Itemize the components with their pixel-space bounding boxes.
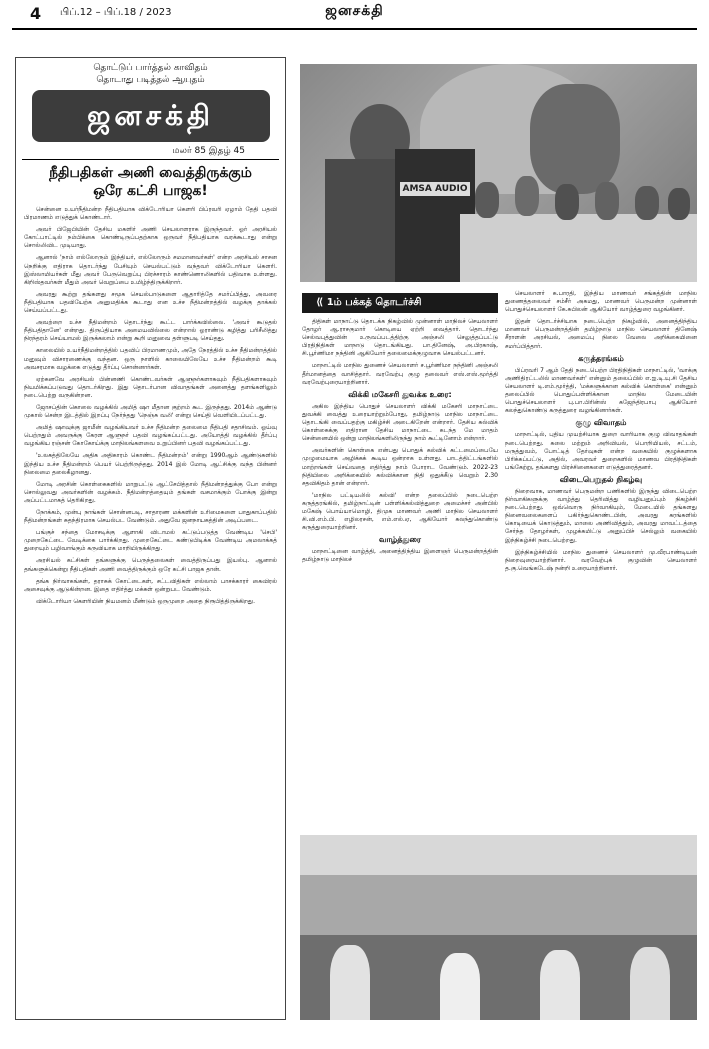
subheading-seminar: கருத்தரங்கம்: [578, 353, 624, 363]
editorial-paragraph: பங்குச் சந்தை மோசடிக்கு ஆளாகி விடாமல் கட்டுப்படுத்த வேண்டிய 'செபி' முறைகேட்டை வேடிக்கை பார்க்கிறது. முறைகேட்டை கண்டுபிடிக்க வேண்டிய அமலாக்கத் துறையும் பழிவாங்கும் கருவியாக மாறியிருக்கிறது.: [24, 529, 277, 553]
speaker-photo: [300, 64, 697, 282]
issue-date: பிப்.12 – பிப்.18 / 2023: [60, 7, 172, 18]
editorial-paragraph: ஆனால் 'நாம் எல்லோரும் இந்தியர், எல்லோரும் சமமானவர்கள்' என்ற அரசியல் சாசன நெறிக்கு எதிராக தொடர்ந்து பேசியும் செயல்பட்டும் வந்தவர் விக்டோரியா கௌரி. இஸ்லாமியர்கள் மீது அவர் பேருவெறுப்பு பிரச்சாரம் காண்ணொலிகளில் பதிவாக உள்ளது. கிறிஸ்தவர்கள் மீதும் அவர் வெறுப்பை உமிழ்ந்திருக்கிறார்.: [24, 254, 277, 286]
editorial-paragraph: மோடி அரசின் கொள்கைகளில் மாறுபட்டு ஆட்சேபித்தால் நீதிமன்றத்துக்கு போ என்று சொல்லுவது அவர்களின் வழக்கம். நீதிமன்றத்தையும் தங்கள் வசமாக்கும் போக்கு இன்று அப்பட்டமாகத் தெரிகிறது.: [24, 480, 277, 504]
article-paragraph: அவர்களின் கொள்கை என்பது பொதுக் கல்விக் கட்டமைப்பையே முழுமையாக அழிக்கக் கூடிய ஒன்றாக உள்ளது. பாடத்திட்டங்களில் மாற்றங்கள் செய்வதை எதிர்த்து நாம் போராட வேண்டும். 2022-23 நிதியிலை அறிக்கையில் கல்விக்கான நிதி ஒதுக்கீடு வெறும் 2.30 சதவிகிதம் தான் என்றார்.: [302, 447, 498, 487]
seated-person: [475, 182, 499, 218]
article-paragraph: பிப்ரவரி 7 ஆம் தேதி நடைபெற்ற பிரதிநிதிகள் மாநாட்டில், 'வாக்கு அணிதிரட்டலில் மாணவர்கள்' என்னும் தலைப்பில் எ.ஐ.டி.யு.சி தேசிய செயலாளர் டி.எம்.மூர்த்தி, 'மக்களுக்கான கல்விக் கொள்கை' என்னும் தலைப்பில் பொதுப்பள்ளிக்கான மாநில மேடையின் பொதுச்செயலாளர் பு.பா.பிரின்ஸ் கஜேந்திரபாபு ஆகியோர் கலந்துகொண்டு கருத்துரை வழங்கினார்கள்.: [505, 366, 697, 415]
editorial-paragraph: சென்னை உயர்நீதிமன்ற நீதிபதியாக விக்டோரியா கௌரி பிப்ரவரி ஏழாம் தேதி பதவி பிரமாணம் எடுத்துக் கொண்டார்.: [24, 206, 277, 222]
page-number: 4: [30, 4, 42, 23]
hall-back-wall: [300, 875, 697, 935]
article-paragraph: செயலாளர் க.பாரதி, இந்திய மாணவர் சங்கத்தின் மாநில துணைத்தலைவர் சம்சீர் அகமது, மாணவர் பெருமன்ற முன்னாள் பொதுச்செயலாளர் கே.சுபிலன் ஆகியோர் வாழ்த்துரை வழங்கினர்.: [505, 290, 697, 314]
editorial-paragraph: அமித் ஷாவுக்கு ஜாமீன் வழங்கியவர் உச்ச நீதிமன்ற தலைமை நீதிபதி சதாசிவம். ஓய்வு பெற்றதும் அவருக்கு கேரள ஆளுநர் பதவி வழங்கப்பட்டது. அயோத்தி வழக்கில் தீர்ப்பு வழங்கிய ரஞ்சன் கோகோய்க்கு மாநிலங்களவை உறுப்பினர் பதவி வழங்கப்பட்டது.: [24, 424, 277, 448]
editorial-box: [15, 57, 286, 1020]
editorial-paragraph: ஏற்கனவே அரசியல் பின்னணி கொண்டவர்கள் ஆளுநர்களாகவும் நீதிபதிகளாகவும் நியமிக்கப்படுவது தொடர்கிறது. இது தொடர்பான விவாதங்கள் அனைத்து தளங்களிலும் நடைபெற்று வருகின்றன.: [24, 375, 277, 399]
seated-person: [668, 188, 690, 220]
banner-portrait: [530, 84, 620, 194]
article-paragraph: அகில இந்திய பொதுச் செயலாளர் விக்கி மகேசரி மாநாட்டை துவக்கி வைத்து உரையாற்றும்போது, தமிழ்நாடு மாநில மாநாட்டை தொடங்கி வைப்பதற்கு மகிழ்ச்சி அடைகிறேன் என்றார். தேசிய கல்விக் கொள்கைக்கு எதிரான தேசிய மாநாட்டை கடந்த மே மாதம் சென்னையில் ஒன்று மாநிலங்களிலிருந்து நாம் கூட்டினோம் என்றார்.: [302, 402, 498, 443]
subheading-vicky-speech: விக்கி மகேசரி துவக்க உரை:: [348, 389, 452, 399]
editorial-paragraph: ஜோசப்தின் கொலை வழக்கில் அமித் ஷா மீதான குற்றம் கூட இருந்தது. 2014ம் ஆண்டு முகால் சென்ற இடத்தில் இறப்பு நேர்ந்தது 'நெஞ்சு வலி' என்று செய்தி வெளியிடப்பட்டது.: [24, 403, 277, 420]
continuation-label: 1ம் பக்கத் தொடர்ச்சி: [326, 297, 422, 308]
divider: [22, 159, 279, 160]
headline-line-2: ஒரே கட்சி பாஜக!: [93, 183, 208, 199]
masthead-logo: ஜனசக்தி: [32, 90, 270, 142]
seated-person: [515, 176, 539, 216]
article-paragraph: மாநாட்டில் மாநில துணைச் செயலாளர் ச.பூர்ணிமா நந்தினி அஞ்சலி தீர்மானத்தை வாசித்தார். வரவேற்பு குழு தலைவர் எஸ்.எஸ்.மூர்த்தி வரவேற்புரையாற்றினார்.: [302, 362, 498, 386]
top-rule: [12, 28, 697, 30]
editorial-paragraph: நோக்கம், முன்பு நாங்கள் சொன்னபடி, சாதாரண மக்களின் உரிமைகளை பாதுகாப்பதில் நீதிமன்றங்கள் சுதந்திரமாக செயல்பட வேண்டும். அதுவே ஜனநாயகத்தின் அடிப்படை.: [24, 509, 277, 525]
tagline-line-1: தொட்டுப் பார்த்தல் காவிதம்: [93, 63, 208, 73]
article-paragraph: மாநாட்டினை வாழ்த்தி, அனைத்திந்திய இளைஞர் பெருமன்றத்தின் தமிழ்நாடு மாநிலச்: [302, 548, 498, 564]
article-paragraph: நிறைவாக, மாணவர் பெருமன்ற பணிகளில் இருந்து விடைபெற்ற நிர்வாகிகளுக்கு வாழ்த்து தெரிவித்து வழியனுப்பும் நிகழ்ச்சி நடைபெற்றது. ஒவ்வொரு நிர்வாகியும், மேடையில் தங்களது நினைவலைகளைப் பகிர்ந்துகொண்டபின், அவரது கரங்களில் கொடியைக் கொடுத்தும், மாலை அணிவித்தும், அவரது மாவட்டத்தை சேர்ந்த தோழர்கள், முழக்கமிட்டு அனுப்பிச் செல்லும் வகையில் இந்நிகழ்ச்சி நடைபெற்றது.: [505, 487, 697, 544]
editorial-headline: [20, 164, 281, 200]
audience-member: [540, 950, 580, 1020]
page-header: [0, 0, 709, 46]
subheading-group-debate: குழு விவாதம்: [575, 418, 627, 428]
audience-member: [330, 945, 370, 1020]
double-chevron-icon: ⟪: [316, 297, 324, 308]
article-column-b: [505, 290, 697, 835]
seated-person: [555, 184, 579, 220]
article-paragraph: இதன் தொடர்ச்சியாக நடைபெற்ற நிகழ்வில், அனைத்திந்திய மாணவர் பெருமன்றத்தின் தமிழ்நாடு மாநில செயலாளர் தினேஷ் சீராளன் அரசியல், அமைப்பு நிலை வேலை அறிக்கையினை சமர்ப்பித்தார்.: [505, 318, 697, 350]
editorial-body: [16, 206, 285, 606]
article-paragraph: இந்நிகழ்ச்சியில் மாநில துணைச் செயலாளர் மு.வீரபாண்டியன் நிறைவுரையாற்றினார். வரவேற்புக் குழுவின் செயலாளர் த.கு.வெங்கடேஷ் நன்றி உரையாற்றினார்.: [505, 548, 697, 572]
article-paragraph: 'மாநில பட்டியலில் கல்வி' என்ற தலைப்பில் நடைபெற்ற கருத்தரங்கில், தமிழ்நாட்டின் பள்ளிக்கல்வித்துறை அமைச்சர் அன்பில் மகேஷ் பொய்யாமொழி, திமுக மாணவர் அணி மாநில செயலாளர் சி.வி.எம்.பி. எழிலரசன், எம்.எல்.ஏ, ஆகியோர் கலந்துகொண்டு கருத்துரையாற்றினர்.: [302, 491, 498, 532]
masthead-small: ஜனசக்தி: [325, 3, 384, 19]
article-paragraph: திதிகள் மாநாட்டு தொடக்க நிகழ்வில் முன்னாள் மாநிலச் செயலாளர் தோழர் ஆ.ராசகுமார் கொடியை ஏற்றி வைத்தார். தொடர்ந்து செல்வபுத்துவின் உருவப்படத்திற்கு அஞ்சலி செலுத்தப்பட்டு பிரதிநிதிகள் மாநாடு தொடங்கியது. பா.தினேஷ், அ.பிரகாஷ், சி.பூர்ணிமா நந்தினி ஆகியோர் தலைமைக்குழுவாக செயல்பட்டனர்.: [302, 318, 498, 358]
editorial-paragraph: அவற்றை உச்ச நீதிமன்றம் தொடர்ந்து கூட்ட பார்க்கவில்லை. 'அவர் கூடுதல் நீதிபதிதானே' என்றது. திருப்தியாக அமையவில்லை என்றால் ஓராண்டு கழித்து பரிசீலித்து நிரந்தரம் செய்யாமல் இருக்கலாம் என்று கூறி மனுவை தள்ளுபடி செய்தது.: [24, 319, 277, 343]
seated-person: [595, 182, 619, 220]
stage-table: [460, 214, 697, 282]
article-column-a: [302, 318, 498, 828]
editorial-paragraph: விக்டோரியா கௌரியின் நியமனம் மீண்டும் ஒருமுறை அதை நிரூபித்திருக்கிறது.: [36, 597, 256, 605]
audience-photo: [300, 835, 697, 1020]
issue-number: மலர் 85 இதழ் 45: [172, 146, 245, 156]
tagline-line-2: தொடாது படித்தல் ஆயுதம்: [96, 75, 205, 85]
editorial-paragraph: காலையில் உயர்நீதிமன்றத்தில் பதவிப் பிரமாணமும், அதே நேரத்தில் உச்ச நீதிமன்றத்தில் மனுவும் விசாரணைக்கு வந்தன. ஒரு நாளில் காலையிலேயே உச்ச நீதிமன்றம் கூடி அவசரமாக வழக்கை எடுத்து தீர்ப்பு சொன்னார்கள்.: [24, 347, 277, 371]
editorial-paragraph: தங்க நிர்வாகங்கள், தராசுக் கோட்டைகள், சட்டவிதிகள் எல்லாம் பாசக்காரர் கைவிரல் அசைவுக்கு ஆடுகின்றன. இதை எதிர்த்து மக்கள் ஒன்றுபட வேண்டும்.: [24, 577, 277, 593]
subheading-greetings: வாழ்த்துரை: [378, 535, 422, 545]
seated-person: [635, 186, 659, 220]
tagline: [16, 62, 285, 86]
subheading-farewell: விடைபெறுதல் நிகழ்வு: [559, 474, 643, 484]
continuation-banner: [302, 293, 498, 313]
editorial-paragraph: 'உலகத்திலேயே அதிக அதிகாரம் கொண்ட நீதிமன்றம்' என்று 1990ஆம் ஆண்டுகளில் இந்திய உச்ச நீதிமன்றம் பெயர் பெற்றிருந்தது. 2014 இல் மோடி ஆட்சிக்கு வந்த பின்னர் நிலைமை தலைகீழானது.: [24, 452, 277, 476]
editorial-paragraph: அவர் பிஜேபியின் தேசிய மகளிர் அணி செயலாளராக இருந்தவர். ஓர் அரசியல் கோட்பாட்டில் நம்பிக்கை கொண்டிருப்பதற்காக ஒருவர் நீதிபதியாக வரக்கூடாது என்று சொல்லிவிட முடியாது.: [24, 226, 277, 250]
headline-line-1: நீதிபதிகள் அணி வைத்திருக்கும்: [49, 165, 252, 181]
hall-ceiling: [300, 835, 697, 875]
editorial-paragraph: அரசியல் கட்சிகள் தங்களுக்கு பெருந்தலைகள் வைத்திருப்பது இயல்பு. ஆனால் தங்களுக்கென்று நீதிபதிகள் அணி வைத்திருக்கும் ஒரே கட்சி பாஜக தான்.: [24, 557, 277, 573]
audience-member: [440, 953, 480, 1020]
podium-sign: AMSA AUDIO: [400, 182, 470, 196]
article-paragraph: மாநாட்டில், புதிய முயற்சியாக துறை வாரியாக குழு விவாதங்கள் நடைபெற்றது. கலை மற்றும் அறிவியல், பொறியியல், சட்டம், மருத்துவம், போட்டித் தேர்வுகள் என்ற வகையில் குழுக்களாக பிரிக்கப்பட்டு, அதில், அவரவர் துறைகளில் மாணவ பிரதிநிதிகள் பங்கேற்று, தங்களது பிரச்சினைகளை எடுத்துரைத்தனர்.: [505, 431, 697, 471]
editorial-paragraph: அவரது கூற்று தங்களது சமூக செயல்பாடுகளை ஆதாரித்தே சமர்ப்பித்து, அவரை நீதிபதியாக பதவியேற்க அனுமதிக்க கூடாது என உச்ச நீதிமன்றத்தில் வழக்கு தாக்கல் செய்யப்பட்டது.: [24, 290, 277, 315]
audience-member: [630, 947, 670, 1020]
